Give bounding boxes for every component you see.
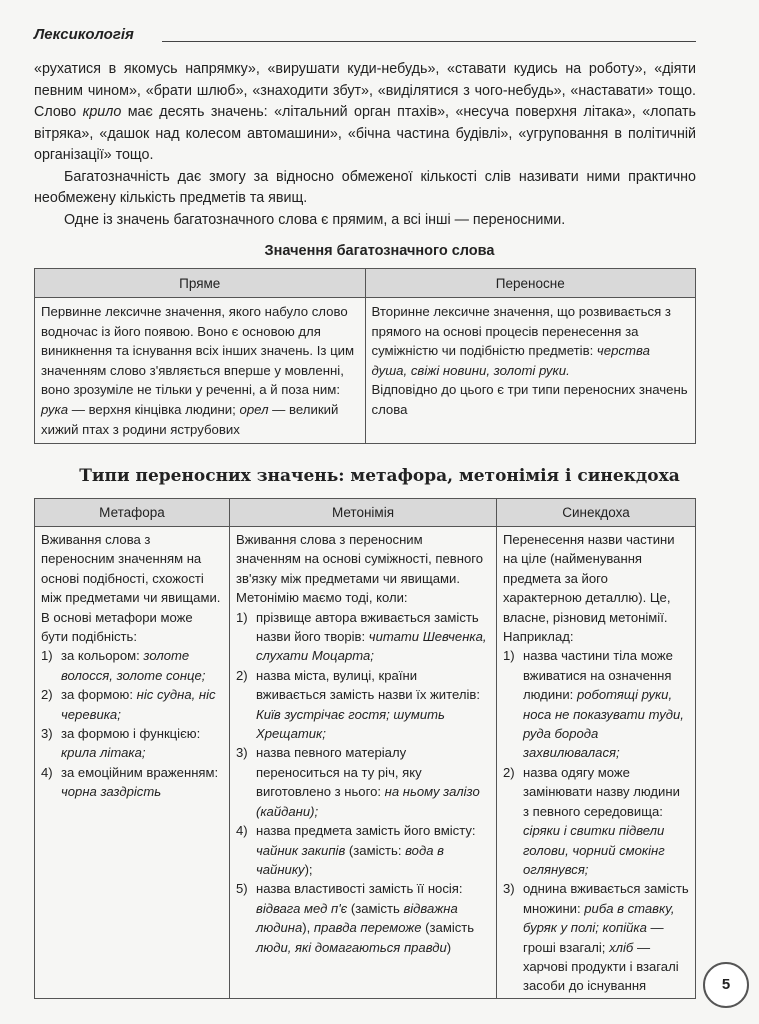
example-text: на ньому залізо (кайдани); [256, 784, 480, 819]
example-text: чайник закипів [256, 842, 346, 858]
body-text: (замість [347, 900, 404, 916]
body-text: має десять значень: «літальний орган птахів», «несуча поверхня літака», «лопать вітряка», «дашок над колесом автомашини», «бічна частина будівлі», «угруповання в політичній організації» тощо. [34, 104, 696, 163]
cell-direct [35, 298, 366, 444]
header-metonymy: Метонімія [230, 499, 497, 527]
intro-paragraph-1 [34, 59, 696, 167]
example-text: золоте волосся, золоте сонце; [61, 648, 206, 683]
body-text: ); [304, 861, 313, 877]
page-number: 5 [703, 962, 749, 1008]
body-text: «рухатися в якомусь напрямку», «вирушати куди-небудь», «ставати кудись на роботу», «діяти певним чином», «брати шлюб», «знаходити збут», «виділятися з чого-небудь», «наставати» тощо. Слово [34, 61, 696, 120]
list-item [503, 646, 689, 762]
example-text: читати Шевченка, слухати Моцарта; [256, 629, 487, 664]
metonymy-intro: Вживання слова з переносним значенням на основі суміжності, певного зв'язку між предметами чи явищами. Метонімію маємо тоді, коли: [236, 532, 483, 606]
table1-title: Значення багатозначного слова [264, 243, 495, 259]
section-title: Лексикологія [34, 26, 134, 43]
body-text: Вторинне лексичне значення, що розвивається з прямого на основі процесів перенесення за суміжністю чи подібністю предметів: [371, 304, 671, 359]
figurative-types-table [34, 498, 696, 999]
cell-metaphor [35, 527, 230, 999]
body-text: за кольором: [61, 648, 144, 664]
list-item [503, 879, 689, 995]
example-text: чорна заздрість [61, 784, 162, 800]
example-text: орел [239, 401, 269, 417]
list-item-number: 1) [236, 609, 248, 625]
header-synecdoche: Синекдоха [497, 499, 696, 527]
body-text: за формою: [61, 687, 137, 703]
synecdoche-intro: Перенесення назви частини на ціле (найменування предмета за його характерною деталлю). Це, власне, різновид метонімії. [503, 532, 675, 625]
body-text: назва міста, вулиці, країни вживається замість назви їх жителів: [256, 667, 480, 703]
cell-synecdoche [497, 527, 696, 999]
example-text: відважна людина [256, 900, 458, 936]
list-item [41, 763, 223, 802]
table-header-row [35, 269, 696, 298]
synecdoche-lead: Наприклад: [503, 629, 574, 645]
example-text: крило [82, 104, 122, 120]
list-item [236, 666, 490, 744]
metaphor-intro: Вживання слова з переносним значенням на основі подібності, схожості між предметами чи явищами. [41, 532, 221, 606]
body-text: Первинне лексичне значення, якого набуло слово водночас із його появою. Воно є основою для виникнення та існування всіх інших значень. Із цим значенням слово з'являється вперше у мовленні, воно зрозуміле не тільки у реченні, а й поза ним: [41, 304, 355, 398]
body-text: (замість: [345, 842, 406, 858]
list-item-number: 1) [503, 648, 515, 664]
body-text: назва певного матеріалу переноситься на ту річ, яку виготовлено з нього: [256, 745, 422, 800]
list-item-number: 3) [236, 745, 248, 761]
list-item-number: 2) [503, 764, 515, 780]
list-item [41, 685, 223, 724]
list-item [236, 743, 490, 821]
list-item [41, 724, 223, 763]
example-text: ніс судна, ніс черевика; [61, 687, 216, 722]
example-text: рука [41, 401, 69, 417]
body-text: однина вживається замість множини: [523, 881, 689, 916]
list-item [236, 608, 490, 666]
example-text: крила літака; [61, 745, 146, 761]
header-rule [162, 41, 696, 42]
running-header [34, 26, 696, 46]
list-item [503, 763, 689, 879]
example-text: відвага мед п'є [256, 900, 348, 916]
meanings-table [34, 268, 696, 444]
header-direct: Пряме [35, 269, 366, 298]
intro-paragraph-3: Одне із значень багатозначного слова є прямим, а всі інші — переносними. [64, 211, 566, 228]
body-text: назва частини тіла може вживатися на означення людини: [523, 648, 673, 703]
body-text: (замість [421, 920, 475, 936]
example-text: Київ зустрічає гостя; шумить Хрещатик; [256, 706, 445, 742]
metaphor-lead: В основі метафори може бути подібність: [41, 609, 193, 645]
example-text: правда переможе [313, 920, 422, 936]
table-row [35, 527, 696, 999]
body-text: ) [446, 939, 452, 955]
body-text: за емоційним враженням: [61, 764, 219, 780]
example-text: люди, які домагаються правди [256, 939, 447, 955]
list-item-number: 4) [41, 764, 53, 780]
list-item [236, 821, 490, 879]
body-text: — гроші взагалі; [523, 920, 664, 955]
example-text: роботящі руки, носа не показувати туди, руда борода захвилювалася; [523, 687, 684, 761]
list-item-number: 2) [236, 667, 248, 683]
cell-figurative [365, 298, 696, 444]
metaphor-list [41, 646, 223, 801]
list-item-number: 1) [41, 648, 53, 664]
header-figurative: Переносне [365, 269, 696, 298]
table-row [35, 298, 696, 444]
metonymy-list [236, 608, 490, 957]
body-text: — верхня кінцівка людини; [68, 401, 240, 417]
example-text: хліб [609, 939, 634, 955]
table-header-row [35, 499, 696, 527]
intro-text [34, 59, 696, 231]
body-text: за формою і функцією: [61, 726, 201, 742]
table2-title: Типи переносних значень: метафора, метонімія і синекдоха [79, 466, 680, 486]
body-text: ), [302, 920, 314, 936]
list-item [41, 646, 223, 685]
body-text: назва одягу може замінювати назву людини з певного середовища: [523, 764, 680, 819]
body-text: назва предмета замість його вмісту: [256, 823, 476, 839]
list-item [236, 879, 490, 957]
list-item-number: 3) [503, 881, 515, 897]
list-item-number: 5) [236, 881, 248, 897]
body-text: прізвище автора вживається замість назви його творів: [256, 609, 479, 645]
list-item-number: 4) [236, 823, 248, 839]
cell-metonymy [230, 527, 497, 999]
body-text: назва властивості замість її носія: [256, 881, 463, 897]
figurative-definition [372, 302, 690, 380]
body-text: — великий хижий птах з родини яструбових [41, 401, 339, 437]
example-text: вода в чайнику [256, 842, 444, 877]
example-text: черства душа, свіжі новини, золоті руки. [371, 343, 650, 378]
synecdoche-list [503, 646, 689, 995]
example-text: риба в ставку, буряк у полі; копійка [523, 900, 675, 936]
figurative-note: Відповідно до цього є три типи переносних значень слова [371, 382, 688, 417]
intro-paragraph-2: Багатозначність дає змогу за відносно обмеженої кількості слів називати ними практично необмежену кількість предметів та явищ. [34, 168, 696, 206]
list-item-number: 3) [41, 726, 53, 742]
body-text: — харчові продукти і взагалі засоби до існування [523, 939, 679, 994]
list-item-number: 2) [41, 687, 53, 703]
example-text: сіряки і свитки підвели голови, чорний смокінг оглянувся; [523, 823, 665, 877]
header-metaphor: Метафора [35, 499, 230, 527]
